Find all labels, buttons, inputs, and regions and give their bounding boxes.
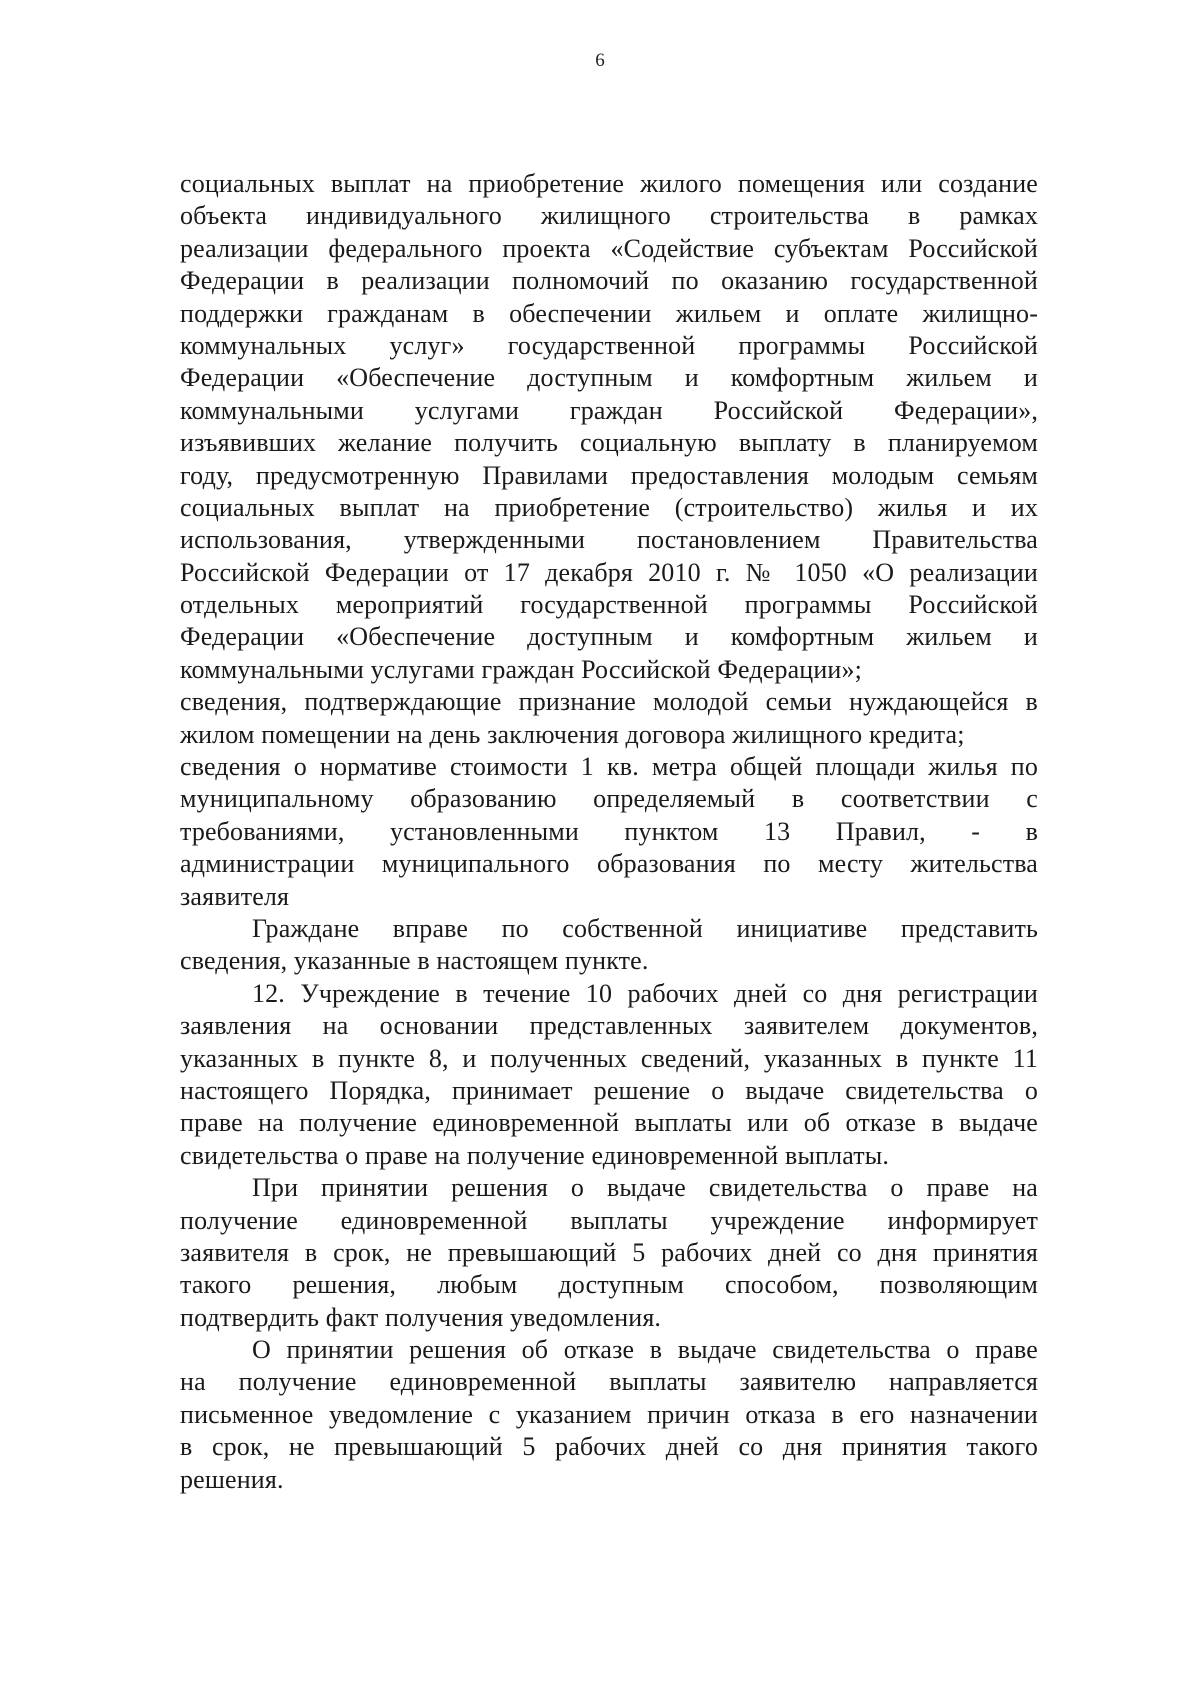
text-line: заявителя [180, 881, 290, 911]
paragraph [180, 1172, 1038, 1334]
text-line: заявителя в срок, не превышающий 5 рабочих дней со дня принятия [180, 1237, 1038, 1267]
text-line: сведения, подтверждающие признание молодой семьи нуждающейся в [180, 687, 1038, 717]
text-line: подтвердить факт получения уведомления. [180, 1302, 662, 1332]
text-line: праве на получение единовременной выплаты или об отказе в выдаче [180, 1108, 1038, 1138]
text-line: 12. Учреждение в течение 10 рабочих дней со дня регистрации [252, 978, 1038, 1008]
text-line: отдельных мероприятий государственной программы Российской [180, 590, 1038, 620]
text-line: заявления на основании представленных заявителем документов, [180, 1011, 1038, 1041]
paragraph [180, 913, 1038, 978]
text-line: изъявивших желание получить социальную выплату в планируемом [180, 428, 1038, 458]
text-line: коммунальных услуг» государственной программы Российской [180, 330, 1038, 360]
document-body [180, 168, 1038, 1496]
text-line: При принятии решения о выдаче свидетельства о праве на [252, 1173, 1038, 1203]
text-line: требованиями, установленными пунктом 13 Правил, - в [180, 816, 1038, 846]
paragraph [180, 978, 1038, 1172]
text-line: коммунальными услугами граждан Российской Федерации»; [180, 654, 863, 684]
text-line: в срок, не превышающий 5 рабочих дней со дня принятия такого [180, 1432, 1038, 1462]
text-line: на получение единовременной выплаты заявителю направляется [180, 1367, 1038, 1397]
text-line: настоящего Порядка, принимает решение о выдаче свидетельства о [180, 1075, 1038, 1105]
text-line: Федерации «Обеспечение доступным и комфортным жильем и [180, 622, 1038, 652]
text-line: О принятии решения об отказе в выдаче свидетельства о праве [252, 1335, 1038, 1365]
paragraph [180, 1334, 1038, 1496]
text-line: сведения о нормативе стоимости 1 кв. метра общей площади жилья по [180, 752, 1038, 782]
text-line: жилом помещении на день заключения договора жилищного кредита; [180, 719, 965, 749]
text-line: объекта индивидуального жилищного строительства в рамках [180, 201, 1038, 231]
text-line: администрации муниципального образования по месту жительства [180, 849, 1038, 879]
text-line: социальных выплат на приобретение жилого помещения или создание [180, 169, 1038, 198]
text-line: Федерации в реализации полномочий по оказанию государственной [180, 266, 1038, 296]
text-line: Граждане вправе по собственной инициативе представить [252, 913, 1038, 943]
text-line: указанных в пункте 8, и полученных сведений, указанных в пункте 11 [180, 1043, 1038, 1073]
text-line: коммунальными услугами граждан Российской Федерации», [180, 395, 1038, 425]
paragraph [180, 168, 1038, 686]
text-line: свидетельства о праве на получение единовременной выплаты. [180, 1140, 890, 1170]
text-line: сведения, указанные в настоящем пункте. [180, 946, 649, 976]
paragraph [180, 751, 1038, 913]
text-line: Федерации «Обеспечение доступным и комфортным жильем и [180, 363, 1038, 393]
text-line: решения. [180, 1464, 284, 1494]
text-line: такого решения, любым доступным способом, позволяющим [180, 1270, 1038, 1300]
text-line: муниципальному образованию определяемый в соответствии с [180, 784, 1038, 814]
text-line: письменное уведомление с указанием причин отказа в его назначении [180, 1399, 1038, 1429]
text-line: поддержки гражданам в обеспечении жильем и оплате жилищно- [180, 298, 1038, 328]
text-line: реализации федерального проекта «Содействие субъектам Российской [180, 233, 1038, 263]
paragraph [180, 686, 1038, 751]
text-line: получение единовременной выплаты учреждение информирует [180, 1205, 1038, 1235]
text-line: Российской Федерации от 17 декабря 2010 г. № 1050 «О реализации [180, 557, 1038, 587]
text-line: использования, утвержденными постановлением Правительства [180, 525, 1038, 555]
text-line: социальных выплат на приобретение (строительство) жилья и их [180, 492, 1038, 522]
text-line: году, предусмотренную Правилами предоставления молодым семьям [180, 460, 1038, 490]
page-number: 6 [595, 50, 605, 71]
